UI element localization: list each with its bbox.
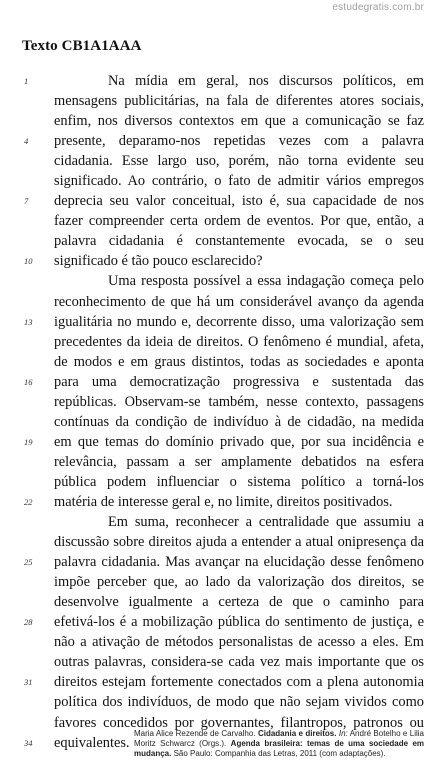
text-line <box>0 372 430 392</box>
line-text: pública podem influenciar o sistema político a torná-los <box>54 473 424 490</box>
text-line <box>0 412 430 432</box>
line-text: efetivá-los é a mobilização pública do sentimento de justiça, e <box>54 614 424 631</box>
text-line <box>0 672 430 692</box>
text-line <box>0 552 430 572</box>
line-text: precedentes da ideia de direitos. O fenômeno é mundial, afeta, <box>54 333 424 350</box>
line-text: em que temas do domínio privado que, por sua incidência e <box>54 433 424 450</box>
line-number: 16 <box>24 376 33 387</box>
line-text: reconhecimento de que há um considerável avanço da agenda <box>54 293 424 310</box>
text-line <box>0 452 430 472</box>
line-text: deprecia seu valor conceitual, isto é, sua capacidade de nos <box>54 193 424 210</box>
text-line <box>0 91 430 111</box>
line-text: mensagens publicitárias, na fala de diferentes atores sociais, <box>54 93 424 110</box>
line-number: 1 <box>24 76 29 86</box>
text-line <box>0 211 430 231</box>
line-text: outras palavras, considera-se cada vez mais importante que os <box>54 654 424 671</box>
text-line <box>0 71 430 91</box>
line-text: equivalentes. <box>54 734 130 751</box>
text-line <box>0 312 430 332</box>
text-line <box>0 512 430 532</box>
line-text: para uma democratização progressiva e sustentada das <box>54 373 424 390</box>
text-line <box>0 151 430 171</box>
citation-book: Agenda brasileira: temas de uma sociedade em mudança. <box>134 739 425 759</box>
text-line <box>0 532 430 552</box>
line-number: 28 <box>24 617 33 628</box>
line-text: discussão sobre direitos ajuda a entender a atual onipresença da <box>54 534 424 551</box>
text-line <box>0 592 430 612</box>
line-text: palavra cidadania é constantemente evocada, se o seu <box>54 233 424 250</box>
text-line <box>0 191 430 211</box>
line-text: desenvolve igualmente a certeza de que o caminho para <box>54 594 424 611</box>
text-line <box>0 251 430 271</box>
text-line <box>0 392 430 412</box>
text-line <box>0 612 430 632</box>
line-text: cidadania. Esse largo uso, porém, não torna evidente seu <box>54 153 424 170</box>
line-text: Na mídia em geral, nos discursos políticos, em <box>108 73 424 89</box>
line-text: Uma resposta possível a essa indagação começa pelo <box>108 273 424 290</box>
text-line <box>0 692 430 712</box>
text-line <box>0 652 430 672</box>
line-number: 22 <box>24 496 33 507</box>
line-text: significado é tão pouco esclarecido? <box>54 253 263 270</box>
line-text: direitos estejam fortemente conectados com a plena autonomia <box>54 674 424 691</box>
line-number: 31 <box>24 677 33 688</box>
line-text: enfim, nos diversos contextos em que a comunicação se faz <box>54 113 424 130</box>
line-text: significado. Ao contrário, o fato de admitir vários empregos <box>54 173 424 190</box>
text-line <box>0 632 430 652</box>
line-number: 7 <box>24 196 29 207</box>
line-text: fazer compreender certa ordem de eventos. Por que, então, a <box>54 213 424 230</box>
citation-work: Cidadania e direitos. <box>257 729 337 738</box>
text-body <box>0 71 430 753</box>
citation-publication: São Paulo: Companhia das Letras, 2011 (com adaptações). <box>173 749 386 759</box>
line-text: presente, deparamo-nos repetidas vezes com a palavra <box>54 133 424 150</box>
text-line <box>0 472 430 492</box>
text-line <box>0 231 430 251</box>
text-title: Texto CB1A1AAA <box>22 38 142 54</box>
line-number: 25 <box>24 557 33 568</box>
line-number: 4 <box>24 136 29 147</box>
line-text: política dos indivíduos, de modo que não sejam vividos como <box>54 694 424 711</box>
line-number: 34 <box>24 737 33 748</box>
citation <box>134 729 424 760</box>
line-text: contínuas da condição de indivíduo à de cidadão, na medida <box>54 413 424 430</box>
line-number: 13 <box>24 316 33 327</box>
text-line <box>0 432 430 452</box>
text-line <box>0 131 430 151</box>
text-line <box>0 572 430 592</box>
line-number: 19 <box>24 436 33 447</box>
line-text: impõe perceber que, ao lado da valorização dos direitos, se <box>54 574 424 591</box>
line-text: Em suma, reconhecer a centralidade que assumiu a <box>108 514 424 531</box>
line-text: palavra cidadania. Mas avançar na elucidação desse fenômeno <box>54 554 424 571</box>
watermark: estudegratis.com.br <box>332 2 424 13</box>
text-line <box>0 492 430 512</box>
text-line <box>0 111 430 131</box>
text-line <box>0 332 430 352</box>
text-line <box>0 171 430 191</box>
text-line <box>0 271 430 291</box>
citation-in: In: <box>338 729 348 738</box>
line-text: matéria de interesse geral e, no limite, direitos positivados. <box>54 493 393 510</box>
line-text: não a ativação de métodos personalistas de acesso a eles. Em <box>54 634 424 651</box>
citation-author: Maria Alice Rezende de Carvalho. <box>134 729 256 738</box>
line-text: igualitária no mundo e, decorrente disso, uma valorização sem <box>54 313 424 330</box>
line-number: 10 <box>24 256 33 267</box>
text-line <box>0 292 430 312</box>
line-text: favores concedidos por governantes, filantropos, patronos ou <box>54 714 424 731</box>
line-text: relevância, passam a ser amplamente debatidos na esfera <box>54 453 424 470</box>
citation-editors: André Botelho e Lilia Moritz Schwarcz (Orgs.). <box>134 729 424 749</box>
line-text: de modos e em graus distintos, todas as sociedades e aponta <box>54 353 424 370</box>
text-line <box>0 352 430 372</box>
line-text: repúblicas. Observam-se também, nesse contexto, passagens <box>54 393 424 410</box>
